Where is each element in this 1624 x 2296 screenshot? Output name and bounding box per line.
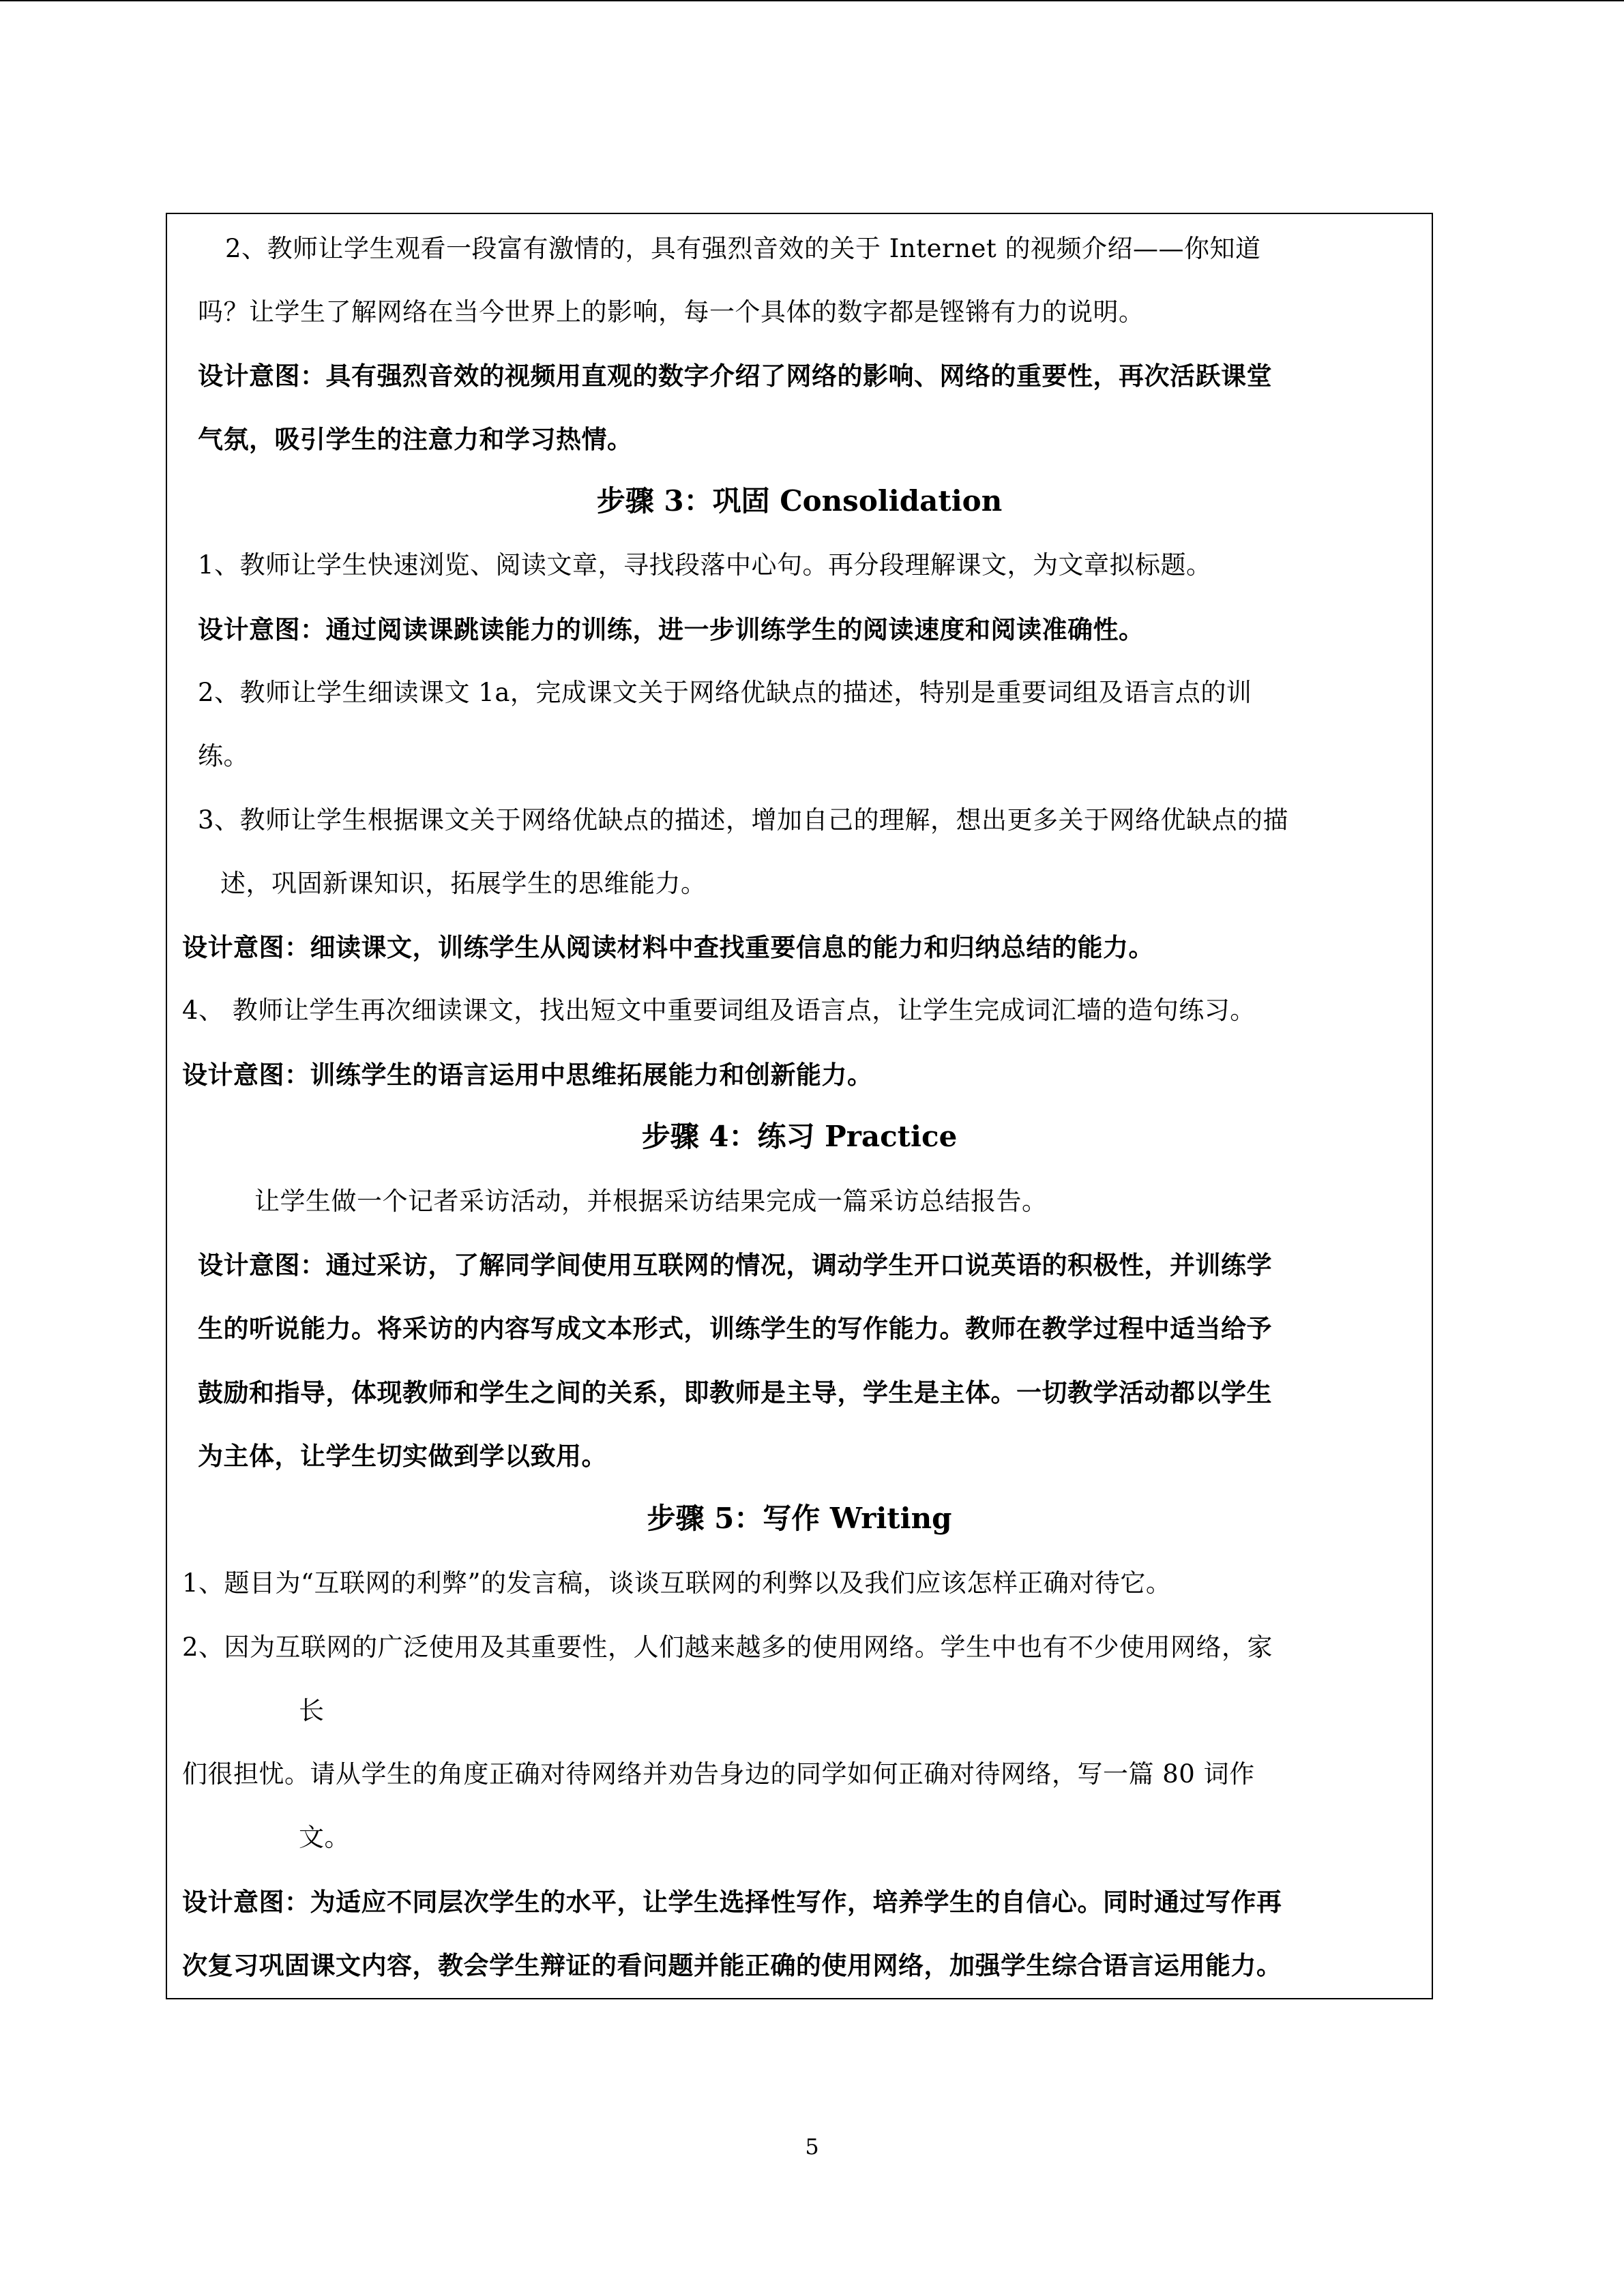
step-3-design-intent-3: 设计意图：训练学生的语言运用中思维拓展能力和创新能力。 <box>182 1060 873 1090</box>
activity-2-line-1: 2、教师让学生观看一段富有激情的，具有强烈音效的关于 Internet 的视频介绍——你知道 <box>225 234 1261 263</box>
step-3-design-intent-2: 设计意图：细读课文，训练学生从阅读材料中查找重要信息的能力和归纳总结的能力。 <box>182 932 1154 962</box>
step-5-item-2-line-3: 们很担忧。请从学生的角度正确对待网络并劝告身边的同学如何正确对待网络，写一篇 80 词作 <box>182 1759 1255 1789</box>
page-number: 5 <box>805 2134 819 2160</box>
activity-2-line-2: 吗？让学生了解网络在当今世界上的影响，每一个具体的数字都是铿锵有力的说明。 <box>198 297 1145 327</box>
step-3-item-2-line-2: 练。 <box>198 741 249 771</box>
page-top-rule <box>0 0 1624 1</box>
step-5-heading: 步骤 5：写作 Writing <box>647 1502 952 1535</box>
step-4-heading: 步骤 4：练习 Practice <box>641 1120 958 1153</box>
design-intent-video-line-1: 设计意图：具有强烈音效的视频用直观的数字介绍了网络的影响、网络的重要性，再次活跃课堂 <box>198 361 1272 391</box>
step-3-design-intent-1: 设计意图：通过阅读课跳读能力的训练，进一步训练学生的阅读速度和阅读准确性。 <box>198 614 1145 644</box>
step-3-item-1: 1、教师让学生快速浏览、阅读文章，寻找段落中心句。再分段理解课文，为文章拟标题。 <box>198 550 1212 580</box>
step-3-item-2-line-1: 2、教师让学生细读课文 1a，完成课文关于网络优缺点的描述，特别是重要词组及语言点的训 <box>198 678 1252 707</box>
step-4-design-intent-line-3: 鼓励和指导，体现教师和学生之间的关系，即教师是主导，学生是主体。一切教学活动都以学生 <box>198 1377 1272 1407</box>
step-5-item-2-line-1: 2、因为互联网的广泛使用及其重要性，人们越来越多的使用网络。学生中也有不少使用网络，家 <box>182 1632 1273 1662</box>
design-intent-video-line-2: 气氛，吸引学生的注意力和学习热情。 <box>198 424 633 454</box>
step-5-design-intent-line-2: 次复习巩固课文内容，教会学生辩证的看问题并能正确的使用网络，加强学生综合语言运用能力。 <box>182 1950 1282 1980</box>
step-4-design-intent-line-2: 生的听说能力。将采访的内容写成文本形式，训练学生的写作能力。教师在教学过程中适当给予 <box>198 1313 1272 1343</box>
step-5-item-2-line-4: 文。 <box>299 1823 350 1852</box>
step-4-body: 让学生做一个记者采访活动，并根据采访结果完成一篇采访总结报告。 <box>254 1187 1048 1216</box>
step-5-design-intent-line-1: 设计意图：为适应不同层次学生的水平，让学生选择性写作，培养学生的自信心。同时通过写作再 <box>182 1887 1282 1917</box>
step-3-item-3-line-1: 3、教师让学生根据课文关于网络优缺点的描述，增加自己的理解，想出更多关于网络优缺点的描 <box>198 805 1289 835</box>
step-5-item-2-line-2: 长 <box>299 1696 325 1725</box>
step-3-heading: 步骤 3：巩固 Consolidation <box>596 484 1003 518</box>
step-3-item-3-line-2: 述，巩固新课知识，拓展学生的思维能力。 <box>220 869 707 898</box>
step-5-item-1: 1、题目为“互联网的利弊”的发言稿，谈谈互联网的利弊以及我们应该怎样正确对待它。 <box>182 1568 1172 1598</box>
step-4-design-intent-line-4: 为主体，让学生切实做到学以致用。 <box>198 1441 607 1471</box>
step-3-item-4: 4、 教师让学生再次细读课文，找出短文中重要词组及语言点，让学生完成词汇墙的造句练习。 <box>182 996 1256 1025</box>
lesson-plan-table-cell <box>166 213 1433 1999</box>
step-4-design-intent-line-1: 设计意图：通过采访，了解同学间使用互联网的情况，调动学生开口说英语的积极性，并训练学 <box>198 1250 1272 1280</box>
